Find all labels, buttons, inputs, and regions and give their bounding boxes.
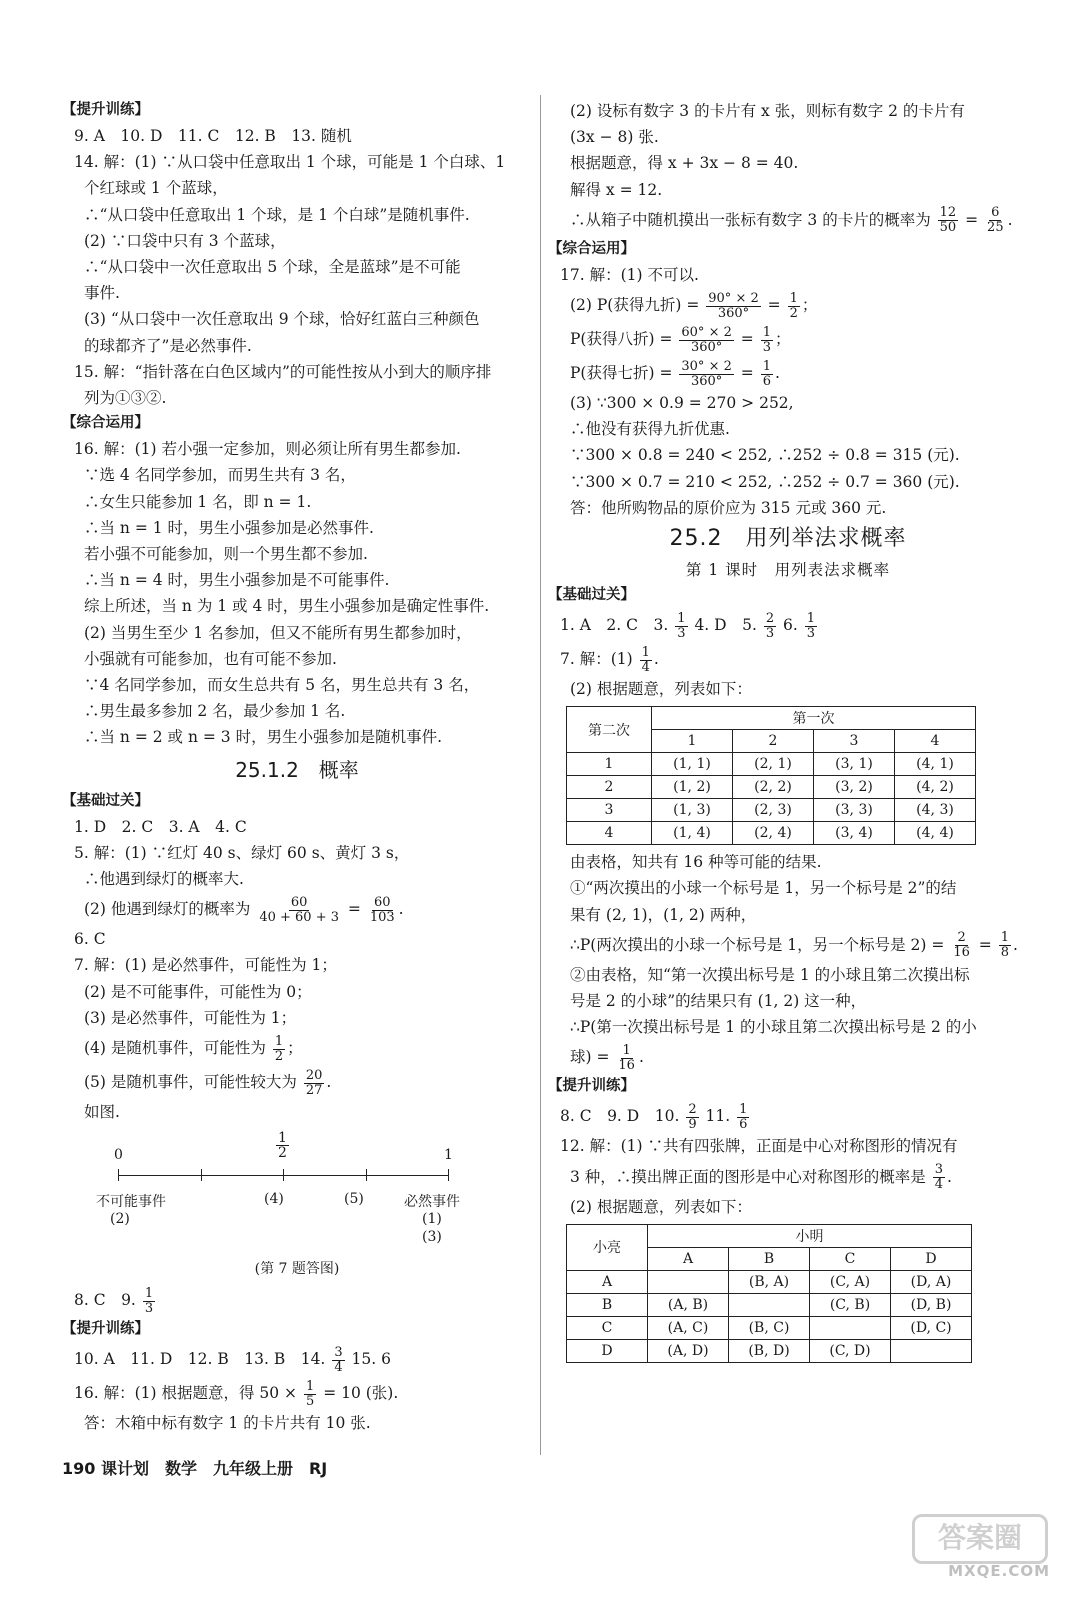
table-cell: (3, 1): [814, 753, 895, 776]
denominator: 3: [144, 1300, 154, 1316]
numerator: 30° × 2: [681, 358, 732, 374]
numerator: 1: [622, 1042, 631, 1058]
table-cell: (3, 2): [814, 776, 895, 799]
table-column-header: C: [810, 1247, 891, 1270]
answer-text: 8. C 9. D 10.: [560, 1107, 680, 1126]
table-cell: (B, A): [729, 1270, 810, 1293]
table-cell: (A, C): [648, 1316, 729, 1339]
table-cell: (2, 2): [733, 776, 814, 799]
table-row-header: C: [567, 1316, 648, 1339]
answer-line: 16. 解：(1) 若小强一定参加，则必须让所有男生都参加.: [74, 440, 461, 459]
table-row: [567, 776, 976, 799]
answer-text: 8. C 9.: [74, 1291, 136, 1310]
answer-text: 16. 解：(1) 根据题意，得 50 ×: [74, 1384, 298, 1403]
answer-line: ∵选 4 名同学参加，而男生共有 3 名，: [84, 466, 356, 485]
answer-text: (5) 是随机事件，可能性较大为: [84, 1073, 297, 1092]
denominator: 25: [987, 220, 1004, 236]
answer-line: 答：木箱中标有数字 1 的卡片共有 10 张.: [84, 1414, 371, 1433]
denominator: 3: [765, 625, 775, 641]
table-row: [567, 1270, 972, 1293]
answer-line: P(获得八折) = $\frac{60^\circ \times 2}{360^\circ}$ = $\frac{1}{3}$ ；: [570, 324, 791, 355]
numerator: 20: [305, 1067, 323, 1083]
answer-line: [548, 1099, 1028, 1133]
numerator: 1: [278, 1130, 287, 1147]
section-heading: 【提升训练】: [62, 102, 149, 118]
answer-line: (3) 是必然事件，可能性为 1；: [84, 1008, 297, 1027]
label-one: 1: [444, 1147, 453, 1164]
fraction: [951, 931, 972, 960]
table-cell: (4, 3): [895, 799, 976, 822]
fraction: [761, 326, 773, 355]
label-item-3: (3): [422, 1229, 442, 1246]
fraction: [143, 1287, 155, 1316]
denominator: 27: [305, 1082, 323, 1098]
denominator: 3: [762, 339, 771, 355]
answer-line: 列为①③②.: [84, 389, 167, 408]
answer-line: ∴男生最多参加 2 名，最少参加 1 名.: [84, 702, 346, 721]
answer-line: ∴当 n = 4 时，男生小强参加是不可能事件.: [84, 571, 390, 590]
answer-line: 的球都齐了”是必然事件.: [84, 336, 252, 355]
fraction: [985, 206, 1006, 235]
table-cell: (3, 3): [814, 799, 895, 822]
table-cell: (3, 4): [814, 822, 895, 845]
table-cell: (2, 4): [733, 822, 814, 845]
answer-line: (3x − 8) 张.: [570, 128, 659, 147]
fraction: [675, 612, 687, 641]
section-heading: 【提升训练】: [62, 1321, 149, 1338]
table-cell: (A, D): [648, 1339, 729, 1362]
answer-text: 10. A 11. D 12. B 13. B 14.: [74, 1350, 326, 1369]
denominator: 40 + 60 + 3: [259, 909, 339, 925]
fraction: [706, 292, 760, 321]
answer-text: ∴P(两次摸出的小球一个标号是 1，另一个标号是 2) =: [570, 935, 945, 954]
table-cell: (1, 3): [652, 799, 733, 822]
answer-line: ∴从箱子中随机摸出一张标有数字 3 的卡片的概率为 $\frac{12}{50}$ = $\frac{6}{25}$ .: [570, 205, 1013, 236]
table-row-header: 2: [567, 776, 652, 799]
answer-line: ∴“从口袋中一次任意取出 5 个球，全是蓝球”是不可能: [84, 258, 461, 277]
section-heading: 【基础过关】: [548, 587, 635, 604]
table-column-header: B: [729, 1247, 810, 1270]
fraction: [938, 206, 959, 235]
label-half: [276, 1131, 289, 1160]
answer-line: 事件.: [84, 284, 120, 303]
tick: [366, 1169, 367, 1181]
answer-line: 5. 解：(1) ∵红灯 40 s、绿灯 60 s、黄灯 3 s，: [74, 843, 410, 862]
answer-line: (2) ∵口袋中只有 3 个蓝球，: [84, 231, 286, 250]
denominator: 3: [806, 625, 816, 641]
answer-line: 9. A 10. D 11. C 12. B 13. 随机: [74, 127, 352, 145]
answer-line: ∵300 × 0.7 = 210 < 252, ∴252 ÷ 0.7 = 360 (元).: [570, 472, 960, 491]
fraction: [257, 896, 341, 925]
outcome-table-cards: [566, 1224, 972, 1363]
table-cell: (C, A): [810, 1270, 891, 1293]
fraction: [686, 1103, 698, 1132]
figure-caption: (第 7 题答图): [254, 1261, 340, 1278]
table-corner-header: 小亮: [567, 1224, 648, 1270]
answer-line: (2) 根据题意，列表如下：: [570, 1197, 752, 1216]
table-cell: [648, 1270, 729, 1293]
answer-text: (2) 他遇到绿灯的概率为: [84, 900, 251, 919]
label-item-2: (2): [110, 1211, 130, 1228]
table-top-header: 小明: [648, 1224, 972, 1247]
tick-0: [118, 1169, 119, 1181]
numerator: 1: [1000, 930, 1009, 946]
lesson-title: 第 1 课时 用列表法求概率: [685, 561, 891, 580]
fraction: [304, 1380, 316, 1409]
answer-line: ①“两次摸出的小球一个标号是 1，另一个标号是 2”的结: [570, 879, 957, 898]
table-cell: (4, 1): [895, 753, 976, 776]
answer-line: 7. 解：(1) 是必然事件，可能性为 1；: [74, 956, 337, 975]
fraction: [640, 646, 652, 675]
answer-line: 号是 2 的小球”的结果只有 (1, 2) 这一种，: [570, 992, 867, 1011]
answer-line: 1. D 2. C 3. A 4. C: [74, 817, 247, 836]
column-divider: [540, 95, 541, 1455]
table-corner-header: 第二次: [567, 707, 652, 753]
numerator: 2: [688, 1101, 697, 1117]
table-cell: (D, A): [891, 1270, 972, 1293]
fraction: [764, 612, 776, 641]
table-column-header: 4: [895, 730, 976, 753]
fraction: [273, 1035, 285, 1064]
answer-text: 4. D 5.: [694, 616, 757, 635]
table-row: [567, 1293, 972, 1316]
answer-line: 如图.: [84, 1103, 120, 1122]
answer-line: ∴女生只能参加 1 名，即 n = 1.: [84, 492, 312, 511]
fraction: [679, 360, 733, 389]
table-cell: (A, B): [648, 1293, 729, 1316]
answer-line: ∵300 × 0.8 = 240 < 252, ∴252 ÷ 0.8 = 315 (元).: [570, 446, 960, 465]
denominator: 2: [789, 305, 798, 321]
table-cell: (D, C): [891, 1316, 972, 1339]
answer-line: (2) 当男生至少 1 名参加，但又不能所有男生都参加时，: [84, 623, 472, 642]
fraction: [999, 931, 1011, 960]
table-row: [567, 1339, 972, 1362]
table-cell: [810, 1316, 891, 1339]
right-column: [548, 98, 1028, 1367]
denominator: 2: [274, 1048, 284, 1064]
answer-text: 3 种，∴摸出牌正面的图形是中心对称图形的概率是: [570, 1167, 926, 1186]
section-heading: 【提升训练】: [548, 1078, 635, 1095]
numerator: 1: [789, 290, 798, 306]
tick: [201, 1169, 202, 1181]
label-item-4: (4): [264, 1191, 284, 1208]
answer-text: 15. 6: [351, 1350, 391, 1369]
numerator: 3: [334, 1344, 343, 1360]
answer-line: 17. 解：(1) 不可以.: [560, 265, 699, 284]
numerator: 1: [144, 1285, 154, 1301]
watermark-logo: 答案圈: [912, 1514, 1048, 1564]
tick-1: [448, 1169, 449, 1181]
section-title: 25.1.2 概率: [235, 757, 359, 782]
fraction: [679, 326, 733, 355]
answer-line: (2) 设标有数字 3 的卡片有 x 张，则标有数字 2 的卡片有: [570, 102, 965, 120]
answer-text: P(获得八折) =: [570, 330, 673, 349]
table-cell: (1, 2): [652, 776, 733, 799]
left-column: [62, 98, 532, 1437]
watermark-text: MXQE.COM: [948, 1562, 1050, 1580]
answer-line: ∴当 n = 1 时，男生小强参加是必然事件.: [84, 518, 374, 537]
numerator: 60° × 2: [681, 324, 732, 340]
label-impossible: 不可能事件: [96, 1194, 166, 1211]
table-cell: [891, 1339, 972, 1362]
table-cell: [729, 1293, 810, 1316]
denominator: 4: [934, 1177, 944, 1193]
table-row-header: 4: [567, 822, 652, 845]
denominator: 8: [1000, 945, 1009, 961]
numerator: 1: [806, 610, 816, 626]
answer-line: 由表格，知共有 16 种等可能的结果.: [570, 853, 822, 872]
denominator: 6: [739, 1116, 748, 1132]
answer-line: P(获得七折) = $\frac{30^\circ \times 2}{360^\circ}$ = $\frac{1}{6}$ .: [570, 358, 780, 389]
table-cell: (C, B): [810, 1293, 891, 1316]
label-item-5: (5): [344, 1191, 364, 1208]
table-row-header: D: [567, 1339, 648, 1362]
answer-line: 6. C: [74, 930, 106, 949]
table-column-header: 1: [652, 730, 733, 753]
answer-text: 1. A 2. C 3.: [560, 616, 669, 635]
table-row: [567, 753, 976, 776]
label-zero: 0: [114, 1147, 123, 1164]
fraction: [761, 360, 773, 389]
table-row-header: A: [567, 1270, 648, 1293]
table-column-header: 2: [733, 730, 814, 753]
numerator: 1: [762, 324, 771, 340]
section-heading: 【基础过关】: [62, 792, 149, 809]
table-cell: (D, B): [891, 1293, 972, 1316]
table-row-header: 1: [567, 753, 652, 776]
numerator: 90° × 2: [708, 290, 759, 306]
section-title: 25.2 用列举法求概率: [669, 526, 907, 552]
answer-line: 12. 解：(1) ∵共有四张牌，正面是中心对称图形的情况有: [560, 1137, 958, 1156]
denominator: 360°: [690, 373, 723, 389]
answer-text: P(获得七折) =: [570, 364, 673, 383]
table-cell: (2, 1): [733, 753, 814, 776]
page-footer: 190 课计划 数学 九年级上册 RJ: [62, 1459, 328, 1478]
tick-half: [283, 1169, 284, 1181]
denominator: 5: [305, 1393, 315, 1409]
watermark: [914, 1514, 1054, 1580]
denominator: 16: [953, 945, 970, 961]
denominator: 16: [618, 1057, 635, 1073]
denominator: 4: [641, 659, 650, 675]
fraction: [737, 1103, 749, 1132]
table-row: [567, 799, 976, 822]
table-row-header: B: [567, 1293, 648, 1316]
answer-line: (4) 是随机事件，可能性为 $\frac{1}{2}$ ；: [84, 1033, 303, 1064]
table-cell: (1, 4): [652, 822, 733, 845]
fraction: [616, 1044, 637, 1073]
denominator: 360°: [690, 339, 723, 355]
outcome-table-balls: [566, 706, 976, 845]
numerator: 12: [939, 205, 957, 221]
answer-text: 11.: [705, 1107, 731, 1126]
answer-line: ∴他遇到绿灯的概率大.: [84, 870, 244, 889]
answer-line: ②由表格，知“第一次摸出标号是 1 的小球且第二次摸出标: [570, 965, 970, 984]
answer-line: ∴当 n = 2 或 n = 3 时，男生小强参加是随机事件.: [84, 728, 443, 747]
numerator: 2: [957, 930, 966, 946]
answer-line: 球) = $\frac{1}{16}$ .: [570, 1042, 644, 1073]
section-heading: 【综合运用】: [548, 240, 635, 257]
denominator: 50: [939, 220, 957, 236]
answer-line: [62, 1376, 532, 1410]
number-line-figure: [82, 1125, 532, 1255]
answer-line: ∴P(第一次摸出标号是 1 的小球且第二次摸出标号是 2 的小: [570, 1018, 977, 1037]
denominator: 4: [334, 1359, 343, 1375]
table-cell: (2, 3): [733, 799, 814, 822]
answer-line: 3 种，∴摸出牌正面的图形是中心对称图形的概率是 $\frac{3}{4}$ .: [570, 1162, 952, 1193]
answer-line: 答：他所购物品的原价应为 315 元或 360 元.: [570, 498, 887, 517]
numerator: 1: [641, 644, 650, 660]
answer-line: 若小强不可能参加，则一个男生都不参加.: [84, 545, 368, 564]
fraction: [304, 1069, 325, 1098]
answer-line: (2) P(获得九折) = $\frac{90^\circ \times 2}{360^\circ}$ = $\frac{1}{2}$ ；: [570, 290, 818, 321]
table-column-header: 3: [814, 730, 895, 753]
answer-line: (2) 是不可能事件，可能性为 0；: [84, 982, 312, 1001]
label-item-1: (1): [422, 1211, 442, 1228]
table-column-header: A: [648, 1247, 729, 1270]
table-cell: (B, C): [729, 1316, 810, 1339]
denominator: 2: [278, 1145, 287, 1162]
numerator: 1: [274, 1033, 284, 1049]
answer-line: (5) 是随机事件，可能性较大为 $\frac{20}{27}$ .: [84, 1067, 332, 1098]
numerator: 2: [765, 610, 775, 626]
numerator: 60: [290, 894, 308, 910]
answer-line: (3) “从口袋中一次任意取出 9 个球，恰好红蓝白三种颜色: [84, 310, 480, 329]
table-cell: (C, D): [810, 1339, 891, 1362]
denominator: 3: [677, 625, 686, 641]
answer-line: 综上所述，当 n 为 1 或 4 时，男生小强参加是确定性事件.: [84, 597, 490, 616]
answer-line: 15. 解：“指针落在白色区域内”的可能性按从小到大的顺序排: [74, 362, 492, 381]
section-heading: 【综合运用】: [62, 415, 149, 432]
answer-text: 7. 解：(1): [560, 650, 633, 669]
table-cell: (B, D): [729, 1339, 810, 1362]
answer-text: = 10 (张).: [323, 1384, 399, 1403]
denominator: 103: [369, 909, 395, 925]
answer-line: ∵4 名同学参加，而女生总共有 5 名，男生总共有 3 名，: [84, 676, 480, 695]
answer-line: ∴他没有获得九折优惠.: [570, 420, 730, 439]
answer-text: 球) =: [570, 1048, 610, 1067]
answer-line: ∴P(两次摸出的小球一个标号是 1，另一个标号是 2) = $\frac{2}{16}$ = $\frac{1}{8}$ .: [570, 930, 1018, 961]
denominator: 9: [688, 1116, 697, 1132]
answer-line: (2) 他遇到绿灯的概率为 $\frac{60}{40 + 60 + 3}$ = $\frac{60}{103}$ .: [84, 894, 404, 925]
answer-line: [62, 1283, 532, 1317]
table-top-header: 第一次: [652, 707, 976, 730]
table-cell: (4, 2): [895, 776, 976, 799]
answer-text: ∴从箱子中随机摸出一张标有数字 3 的卡片的概率为: [570, 210, 931, 229]
numerator: 1: [305, 1378, 315, 1394]
answer-line: 根据题意，得 x + 3x − 8 = 40.: [570, 154, 799, 173]
numerator: 1: [677, 610, 686, 626]
answer-line: (3) ∵300 × 0.9 = 270 > 252,: [570, 394, 794, 413]
answer-line: ∴“从口袋中任意取出 1 个球，是 1 个白球”是随机事件.: [84, 205, 470, 224]
label-certain: 必然事件: [404, 1194, 460, 1211]
table-row: [567, 822, 976, 845]
answer-text: (2) P(获得九折) =: [570, 296, 700, 315]
numerator: 6: [991, 205, 1000, 221]
table-cell: (1, 1): [652, 753, 733, 776]
numerator: 60: [373, 894, 391, 910]
answer-text: (4) 是随机事件，可能性为: [84, 1039, 266, 1058]
denominator: 6: [762, 373, 771, 389]
numerator: 1: [762, 358, 771, 374]
numerator: 1: [739, 1101, 748, 1117]
table-row: [567, 1316, 972, 1339]
table-column-header: D: [891, 1247, 972, 1270]
answer-line: 14. 解：(1) ∵从口袋中任意取出 1 个球，可能是 1 个白球、1: [74, 153, 506, 172]
answer-line: (2) 根据题意，列表如下：: [570, 680, 752, 699]
answer-line: 7. 解：(1) $\frac{1}{4}$ .: [560, 644, 659, 675]
answer-line: 果有 (2, 1)，(1, 2) 两种，: [570, 905, 757, 924]
numerator: 3: [934, 1162, 944, 1178]
fraction: [805, 612, 817, 641]
answer-line: 解得 x = 12.: [570, 180, 663, 199]
fraction: [332, 1346, 344, 1375]
denominator: 360°: [717, 305, 750, 321]
fraction: [368, 896, 397, 925]
answer-line: [548, 608, 1028, 642]
fraction: [933, 1163, 945, 1192]
answer-line: [62, 1342, 532, 1376]
answer-text: 6.: [783, 616, 798, 635]
answer-line: 个红球或 1 个蓝球，: [84, 179, 228, 198]
table-row-header: 3: [567, 799, 652, 822]
answer-line: 小强就有可能参加，也有可能不参加.: [84, 649, 337, 668]
table-cell: (4, 4): [895, 822, 976, 845]
fraction: [788, 292, 800, 321]
